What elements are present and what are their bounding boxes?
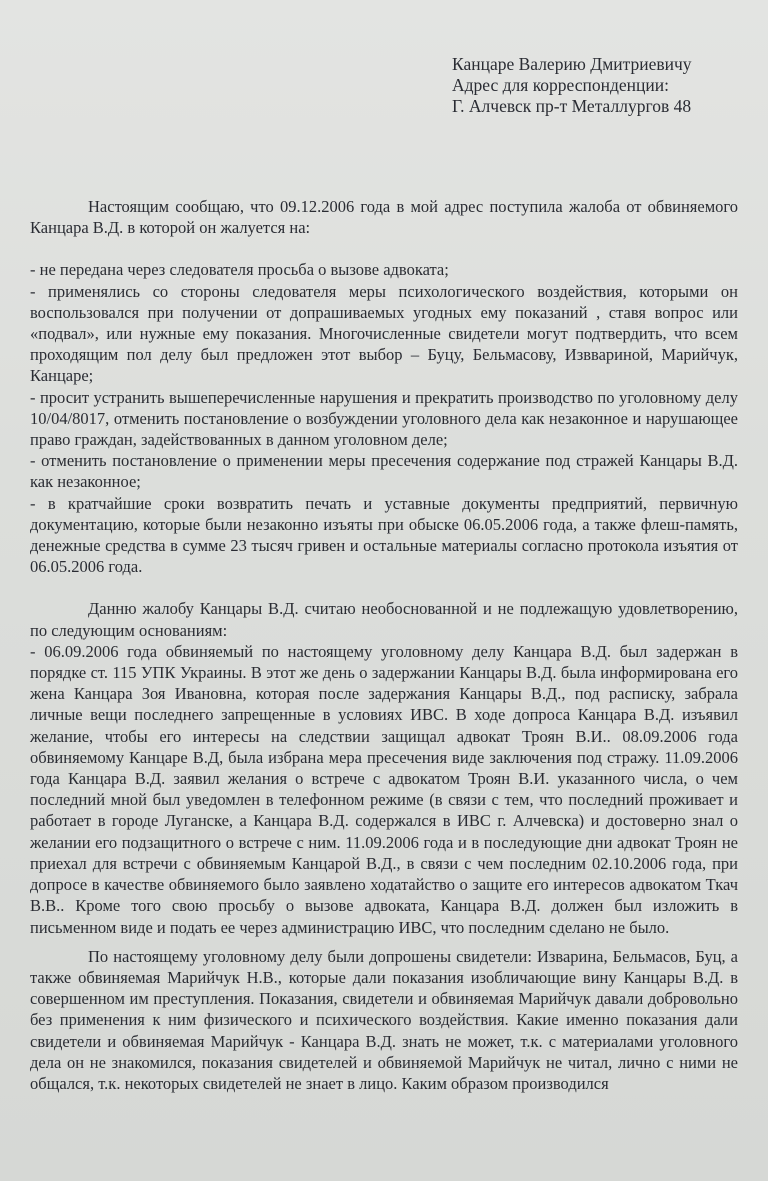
complaint-item: - отменить постановление о применении меры пресечения содержание под стражей Канцары В.Д. как незаконное; xyxy=(30,451,738,492)
response-intro-paragraph: Данню жалобу Канцары В.Д. считаю необоснованной и не подлежащую удовлетворению, по следующим основаниям: xyxy=(30,599,738,640)
addressee-name: Канцаре Валерию Дмитриевичу xyxy=(452,54,692,74)
witnesses-paragraph: По настоящему уголовному делу были допрошены свидетели: Изварина, Бельмасов, Буц, а также обвиняемая Марийчук Н.В., которые дали показания изобличающие вину Канцары В.Д. в совершенном им преступления. Показания, свидетели и обвиняемая Марийчук давали добровольно без применения к ним физического и психического воздействия. Какие именно показания дали свидетели и обвиняемая Марийчук - Канцара В.Д. знать не может, т.к. с материалами уголовного дела он не знакомился, показания свидетелей и обвиняемой Марийчук не читал, лично с ними не общался, т.к. некоторых свидетелей не знает в лицо. Каким образом производился xyxy=(30,946,738,1093)
complaint-item: - применялись со стороны следователя меры психологического воздействия, которыми он воспользовался при получении от допрашиваемых угодных ему показаний , ставя вопрос или «подвал», или нужные ему показания. Многочисленные свидетели могут подтвердить, что всем проходящим пол делу был предложен этот выбор – Буцу, Бельмасову, Изввариной, Марийчук, Канцаре; xyxy=(30,281,738,386)
complaint-item: - просит устранить вышеперечисленные нарушения и прекратить производство по уголовному делу 10/04/8017, отменить постановление о возбуждении уголовного дела как незаконное и нарушающее право граждан, задействованных в данном уголовном деле; xyxy=(30,387,738,450)
addressee-block xyxy=(452,54,692,117)
addressee-address: Г. Алчевск пр-т Металлургов 48 xyxy=(452,96,692,116)
response-point: - 06.09.2006 года обвиняемый по настоящему уголовному делу Канцара В.Д. был задержан в порядке ст. 115 УПК Украины. В этот же день о задержании Канцары В.Д. была информирована его жена Канцара Зоя Ивановна, которая после задержания Канцары В.Д., под расписку, забрала личные вещи последнего запрещенные в условиях ИВС. В ходе допроса Канцара В.Д. изъявил желание, чтобы его интересы на следствии защищал адвокат Троян В.И.. 08.09.2006 года обвиняемому Канцаре В.Д, была избрана мера пресечения виде заключения под стражу. 11.09.2006 года Канцара В.Д. заявил желания о встрече с адвокатом Троян В.И. указанного числа, о чем последний мной был уведомлен в телефонном режиме (в связи с тем, что последний проживает и работает в городе Луганске, а Канцара В.Д. содержался в ИВС г. Алчевска) и достоверно знал о желании его подзащитного о встрече с ним. 11.09.2006 года и в последующие дни адвокат Троян не приехал для встречи с обвиняемым Канцарой В.Д., в связи с чем последним 02.10.2006 года, при допросе в качестве обвиняемого было заявлено ходатайство о защите его интересов адвокатом Ткач В.В.. Кроме того свою просьбу о вызове адвоката, Канцара В.Д. должен был изложить в письменном виде и подать ее через администрацию ИВС, что последним сделано не было. xyxy=(30,641,738,937)
complaint-item: - не передана через следователя просьба о вызове адвоката; xyxy=(30,260,449,280)
complaint-item: - в кратчайшие сроки возвратить печать и уставные документы предприятий, первичную документацию, которые были незаконно изъяты при обыске 06.05.2006 года, а также флеш-память, денежные средства в сумме 23 тысяч гривен и остальные материалы согласно протокола изъятия от 06.05.2006 года. xyxy=(30,493,738,577)
intro-paragraph: Настоящим сообщаю, что 09.12.2006 года в мой адрес поступила жалоба от обвиняемого Канцара В.Д. в которой он жалуется на: xyxy=(30,197,738,238)
letter-body xyxy=(30,196,738,1094)
correspondence-label: Адрес для корреспонденции: xyxy=(452,75,670,95)
